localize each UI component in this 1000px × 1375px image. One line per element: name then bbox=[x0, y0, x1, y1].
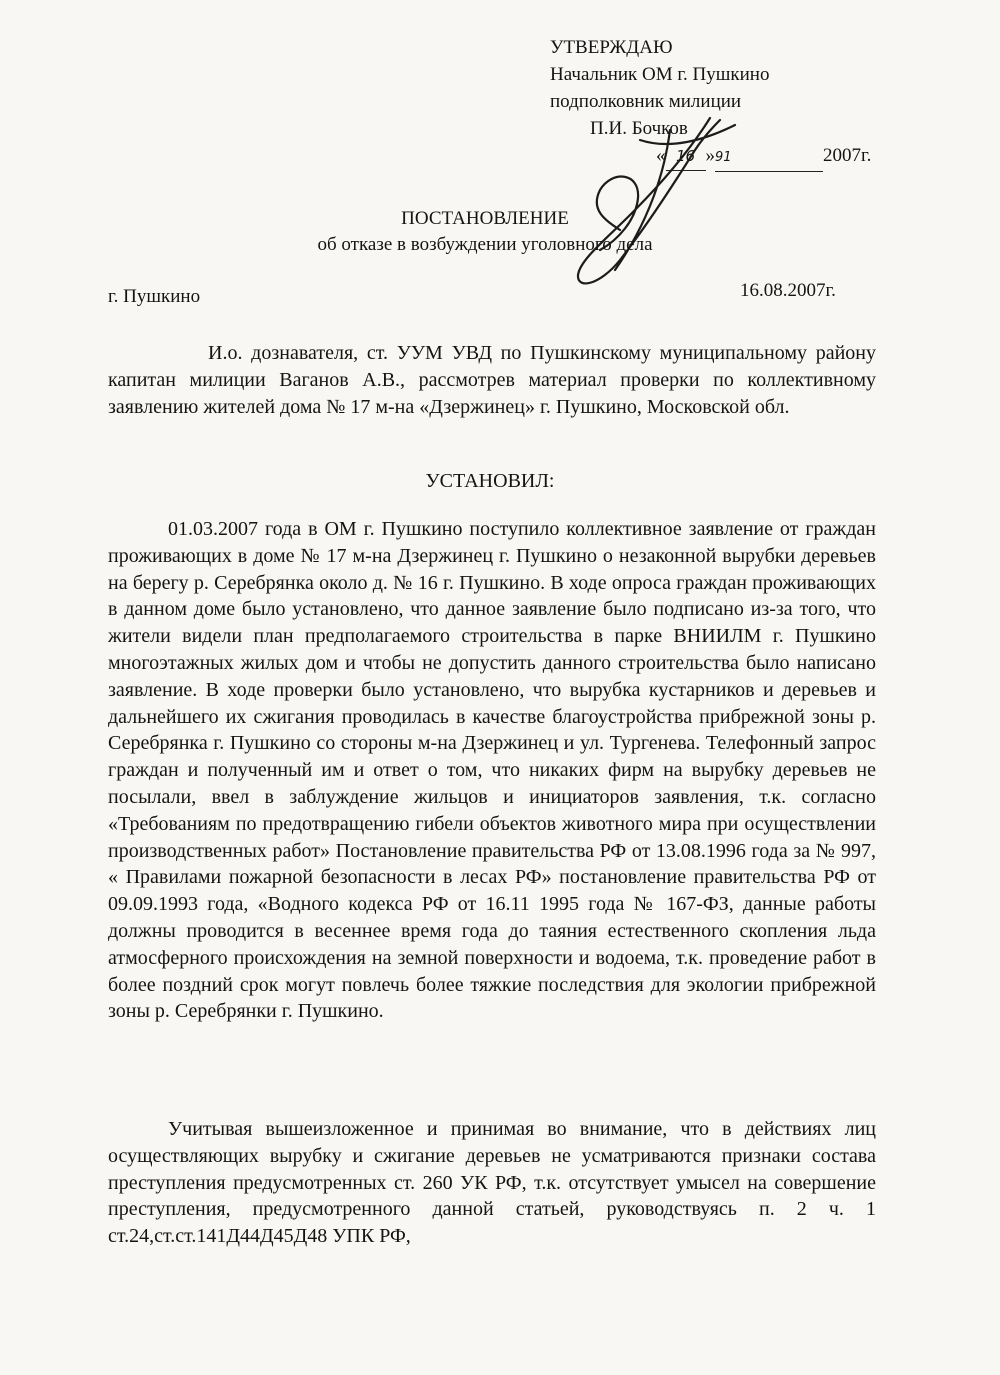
document-subtitle: об отказе в возбуждении уголовного дела bbox=[317, 234, 653, 255]
date-close-quote: » bbox=[705, 145, 715, 166]
approval-position-line-1: Начальник ОМ г. Пушкино bbox=[550, 64, 770, 85]
document-place: г. Пушкино bbox=[108, 286, 201, 307]
approval-date-line bbox=[656, 142, 871, 172]
intro-paragraph: И.о. дознавателя, ст. УУМ УВД по Пушкинскому муниципальному району капитан милиции Ваганов А.В., рассмотрев материал проверки по коллективному заявлению жителей дома № 17 м-на «Дзержинец» г. Пушкино, Московской обл. bbox=[108, 342, 876, 418]
section-heading: УСТАНОВИЛ: bbox=[425, 470, 555, 492]
established-paragraph: 01.03.2007 года в ОМ г. Пушкино поступило коллективное заявление от граждан проживающих в доме № 17 м-на Дзержинец г. Пушкино о незаконной вырубки деревьев на берегу р. Серебрянка около д. № 16 г. Пушкино. В ходе опроса граждан проживающих в данном доме было установлено, что данное заявление было подписано из-за того, что жители видели план предполагаемого строительства в парке ВНИИЛМ г. Пушкино многоэтажных жилых дом и чтобы не допустить данного строительства было написано заявление. В ходе проверки было установлено, что вырубка кустарников и деревьев и дальнейшего их сжигания проводилась в качестве благоустройства прибрежной зоны р. Серебрянка г. Пушкино со стороны м-на Дзержинец и ул. Тургенева. Телефонный запрос граждан и полученный им и ответ о том, что никаких фирм на вырубку деревьев не посылали, ввел в заблуждение жильцов и инициаторов заявления, т.к. согласно «Требованиям по предотвращению гибели объектов животного мира при осуществлении производственных работ» Постановление правительства РФ от 13.08.1996 года за № 997, « Правилами пожарной безопасности в лесах РФ» постановление правительства РФ от 09.09.1993 года, «Водного кодекса РФ от 16.11 1995 года № 167-ФЗ, данные работы должны проводится в весеннее время года до таяния естественного скопления льда атмосферного происхождения на земной поверхности и водоема, т.к. проведение работ в более поздний срок могут повлечь более тяжкие последствия для экологии прибрежной зоны р. Серебрянки г. Пушкино. bbox=[108, 518, 876, 1023]
approval-heading: УТВЕРЖДАЮ bbox=[550, 37, 673, 58]
document-title: ПОСТАНОВЛЕНИЕ bbox=[401, 208, 569, 229]
approval-position-line-2: подполковник милиции bbox=[550, 91, 742, 112]
document-date: 16.08.2007г. bbox=[740, 280, 836, 301]
approval-date-day: 16 bbox=[666, 143, 706, 171]
conclusion-paragraph: Учитывая вышеизложенное и принимая во внимание, что в действиях лиц осуществляющих вырубку и сжигание деревьев не усматриваются признаки состава преступления предусмотренных ст. 260 УК РФ, т.к. отсутствует умысел на совершение преступления, предусмотренного данной статьей, руководствуясь п. 2 ч. 1 ст.24,ст.ст.141Д44Д45Д48 УПК РФ, bbox=[108, 1118, 876, 1248]
approval-block bbox=[550, 34, 871, 172]
approval-signatory-name: П.И. Бочков bbox=[590, 118, 688, 139]
date-open-quote: « bbox=[656, 145, 666, 166]
approval-date-month: 91 bbox=[715, 144, 823, 172]
approval-date-year: 2007г. bbox=[823, 145, 872, 166]
